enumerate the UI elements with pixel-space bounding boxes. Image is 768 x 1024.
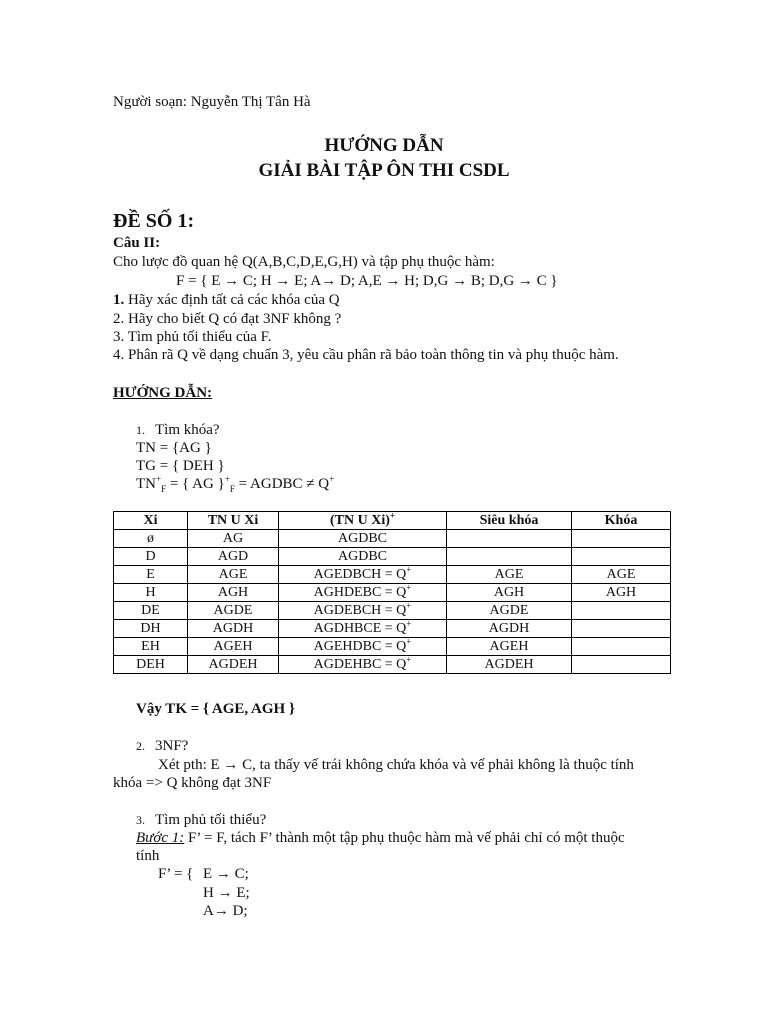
cell-superkey: AGEH (447, 638, 572, 656)
cell-xi: H (114, 584, 188, 602)
cell-xi: DH (114, 620, 188, 638)
cell-tn-u-xi: AGEH (188, 638, 279, 656)
cell-tn-u-xi: AGH (188, 584, 279, 602)
closure-result: = AGDBC ≠ Q (234, 476, 330, 492)
cell-key: AGE (572, 566, 671, 584)
tg-set: TG = { DEH } (136, 458, 225, 474)
header-key: Khóa (572, 512, 671, 530)
task-2: 2. Hãy cho biết Q có đạt 3NF không ? (113, 311, 342, 327)
cell-closure (279, 620, 447, 638)
step-2-line-2: khóa => Q không đạt 3NF (113, 775, 272, 791)
closure-sup-3: + (329, 474, 335, 484)
cell-superkey (447, 548, 572, 566)
header-closure-text: (TN U Xi) (329, 513, 390, 528)
cell-superkey: AGDH (447, 620, 572, 638)
cell-key (572, 602, 671, 620)
buoc-1-line (136, 829, 625, 848)
cell-xi: DE (114, 602, 188, 620)
buoc-1-text: F’ = F, tách F’ thành một tập phụ thuộc hàm mà vế phải chỉ có một thuộc (184, 830, 625, 846)
header-xi: Xi (114, 512, 188, 530)
task-1-text: Hãy xác định tất cả các khóa của Q (124, 292, 340, 308)
closure-sub-2: F (229, 484, 235, 494)
cell-superkey: AGH (447, 584, 572, 602)
cell-key (572, 620, 671, 638)
question-label: Câu II: (113, 235, 161, 251)
closure-sup: + (406, 618, 412, 629)
header-closure-sup: + (389, 510, 396, 521)
cell-closure (279, 530, 447, 548)
cell-key: AGH (572, 584, 671, 602)
cell-key (572, 638, 671, 656)
task-1-number: 1. (113, 292, 125, 308)
task-1 (113, 291, 340, 310)
cell-superkey: AGDE (447, 602, 572, 620)
header-superkey: Siêu khóa (447, 512, 572, 530)
step-3-number: 3. (136, 813, 145, 827)
closure-value: AGEHDBC = Q (313, 639, 407, 654)
step-1-title: Tìm khóa? (155, 422, 220, 438)
step-3-title: Tìm phủ tối thiểu? (155, 812, 267, 828)
table-row (114, 656, 671, 674)
problem-intro: Cho lược đồ quan hệ Q(A,B,C,D,E,G,H) và tập phụ thuộc hàm: (113, 254, 495, 270)
closure-value: AGDEHBC = Q (313, 657, 407, 672)
cell-tn-u-xi: AGE (188, 566, 279, 584)
author-line: Người soạn: Nguyễn Thị Tân Hà (113, 94, 311, 110)
closure-sup: + (156, 474, 162, 484)
task-3: 3. Tìm phủ tối thiểu của F. (113, 329, 272, 345)
cell-key (572, 656, 671, 674)
cell-superkey: AGDEH (447, 656, 572, 674)
table-row (114, 548, 671, 566)
closure-middle: = { AG } (166, 476, 225, 492)
buoc-1-label: Bước 1: (136, 830, 185, 846)
tn-set: TN = {AG } (136, 440, 212, 456)
key-table-header-row (114, 512, 671, 530)
key-conclusion: Vậy TK = { AGE, AGH } (136, 701, 295, 717)
fprime-open: F’ = { (158, 866, 194, 882)
cell-closure (279, 656, 447, 674)
closure-sup-2: + (224, 474, 230, 484)
fd-item: A→ D; (203, 903, 248, 919)
step-3-heading (136, 811, 266, 830)
cell-tn-u-xi: AGDE (188, 602, 279, 620)
closure-value: AGDHBCE = Q (313, 621, 407, 636)
key-table (113, 511, 671, 674)
cell-xi: E (114, 566, 188, 584)
closure-value: AGDBC (337, 531, 387, 546)
step-1-number: 1. (136, 423, 145, 437)
step-2-heading (136, 737, 188, 756)
cell-closure (279, 548, 447, 566)
cell-closure (279, 602, 447, 620)
cell-xi: ø (114, 530, 188, 548)
closure-value: AGDBC (337, 549, 387, 564)
cell-xi: EH (114, 638, 188, 656)
guide-heading: HƯỚNG DẪN: (113, 385, 213, 401)
closure-value: AGDEBCH = Q (313, 603, 407, 618)
page-title-line2: GIẢI BÀI TẬP ÔN THI CSDL (258, 160, 510, 181)
closure-sup: + (406, 564, 412, 575)
closure-term: TN (136, 476, 156, 492)
table-row (114, 638, 671, 656)
table-row (114, 530, 671, 548)
cell-superkey: AGE (447, 566, 572, 584)
cell-closure (279, 638, 447, 656)
closure-value: AGEDBCH = Q (313, 567, 407, 582)
cell-closure (279, 584, 447, 602)
table-row (114, 566, 671, 584)
table-row (114, 602, 671, 620)
fd-item: H → E; (203, 885, 250, 901)
cell-closure (279, 566, 447, 584)
fd-set: F = { E → C; H → E; A→ D; A,E → H; D,G → B; D,G → C } (176, 273, 558, 289)
cell-key (572, 530, 671, 548)
cell-tn-u-xi: AG (188, 530, 279, 548)
cell-superkey (447, 530, 572, 548)
step-1-heading (136, 421, 220, 440)
step-2-title: 3NF? (155, 738, 189, 754)
closure-sup: + (406, 636, 412, 647)
closure-sup: + (406, 600, 412, 611)
fd-item: E → C; (203, 866, 249, 882)
cell-tn-u-xi: AGD (188, 548, 279, 566)
page-title-line1: HƯỚNG DẪN (324, 135, 444, 156)
header-tn-u-xi: TN U Xi (188, 512, 279, 530)
closure-sup: + (406, 654, 412, 665)
cell-tn-u-xi: AGDH (188, 620, 279, 638)
cell-xi: DEH (114, 656, 188, 674)
step-2-number: 2. (136, 739, 145, 753)
table-row (114, 620, 671, 638)
cell-xi: D (114, 548, 188, 566)
header-closure (279, 512, 447, 530)
cell-tn-u-xi: AGDEH (188, 656, 279, 674)
closure-sup: + (406, 582, 412, 593)
buoc-1-line-2: tính (136, 848, 160, 864)
tn-closure (136, 475, 334, 494)
step-2-line-1: Xét pth: E → C, ta thấy vế trái không chứa khóa và vế phải không là thuộc tính (158, 757, 634, 773)
task-4: 4. Phân rã Q về dạng chuẩn 3, yêu cầu phân rã bảo toàn thông tin và phụ thuộc hàm. (113, 347, 619, 363)
closure-sub: F (161, 484, 167, 494)
cell-key (572, 548, 671, 566)
closure-value: AGHDEBC = Q (313, 585, 407, 600)
exam-title: ĐỀ SỐ 1: (113, 210, 195, 232)
table-row (114, 584, 671, 602)
